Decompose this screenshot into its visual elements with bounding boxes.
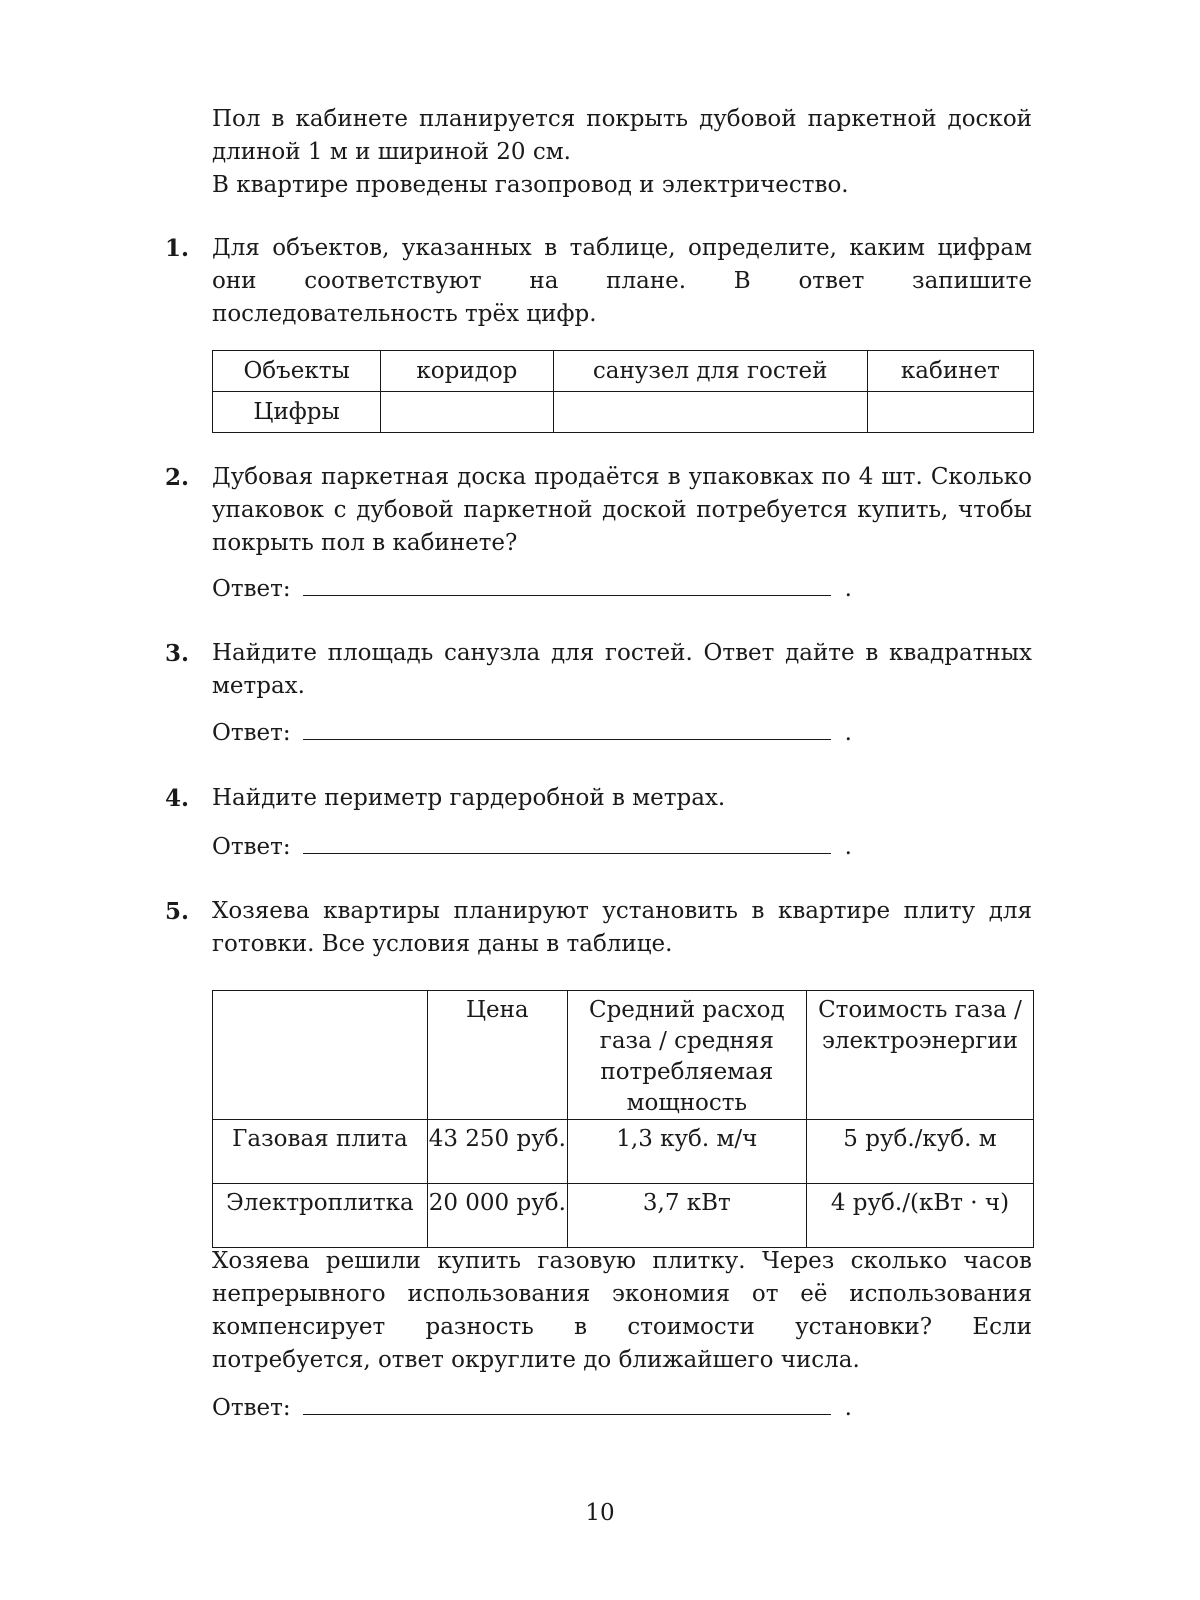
task-1-number: 1. (165, 235, 190, 262)
table-cell: коридор (381, 351, 553, 392)
answer-label: Ответ: (212, 1395, 291, 1421)
task-5-answer (212, 1392, 852, 1425)
task-2-number: 2. (165, 464, 190, 491)
table-cell: 1,3 куб. м/ч (567, 1120, 806, 1184)
answer-dot: . (844, 834, 852, 860)
answer-label: Ответ: (212, 576, 291, 602)
table-header-price: Цена (427, 991, 567, 1120)
table-cell: кабинет (867, 351, 1033, 392)
task-2-text: Дубовая паркетная доска продаётся в упаковках по 4 шт. Сколько упаковок с дубовой паркетной доской потребуется купить, чтобы покрыть пол в кабинете? (212, 464, 1032, 556)
task-1-text: Для объектов, указанных в таблице, определите, каким цифрам они соответствуют на плане. В ответ запишите последовательность трёх цифр. (212, 235, 1032, 327)
intro-paragraph-flooring: Пол в кабинете планируется покрыть дубовой паркетной доской длиной 1 м и шириной 20 см. (212, 106, 1032, 165)
table-row (213, 991, 1034, 1120)
table-header-energy-cost: Стоимость газа / электроэнергии (806, 991, 1033, 1120)
table-cell: 3,7 кВт (567, 1184, 806, 1248)
table-row (213, 392, 1034, 433)
task-5-number: 5. (165, 898, 190, 925)
table-header-consumption: Средний расход газа / средняя потребляемая мощность (567, 991, 806, 1120)
task-4-text: Найдите периметр гардеробной в метрах. (212, 785, 726, 811)
table-cell: 43 250 руб. (427, 1120, 567, 1184)
intro-paragraph-utilities: В квартире проведены газопровод и электричество. (212, 172, 849, 198)
table-cell (213, 991, 428, 1120)
task-4-answer-field[interactable] (303, 833, 831, 854)
table-row (213, 351, 1034, 392)
answer-cell-office[interactable] (867, 392, 1033, 433)
task-4-answer (212, 831, 852, 864)
answer-cell-guest-bathroom[interactable] (553, 392, 867, 433)
task-2-answer-field[interactable] (303, 575, 831, 596)
answer-cell-corridor[interactable] (381, 392, 553, 433)
task-5-table (212, 990, 1034, 1248)
table-cell: 5 руб./куб. м (806, 1120, 1033, 1184)
task-1-table (212, 350, 1034, 433)
task-2-answer (212, 573, 852, 606)
task-3-answer (212, 717, 852, 750)
answer-dot: . (844, 1395, 852, 1421)
task-5-text: Хозяева квартиры планируют установить в квартире плиту для готовки. Все условия даны в таблице. (212, 898, 1032, 957)
table-cell: Объекты (213, 351, 381, 392)
table-cell: санузел для гостей (553, 351, 867, 392)
task-4-number: 4. (165, 785, 190, 812)
task-5-answer-field[interactable] (303, 1394, 831, 1415)
table-cell: 4 руб./(кВт · ч) (806, 1184, 1033, 1248)
table-cell: Электроплитка (213, 1184, 428, 1248)
table-cell: Газовая плита (213, 1120, 428, 1184)
task-5-followup: Хозяева решили купить газовую плитку. Через сколько часов непрерывного использования экономия от её использования компенсирует разность в стоимости установки? Если потребуется, ответ округлите до ближайшего числа. (212, 1248, 1032, 1373)
answer-dot: . (844, 720, 852, 746)
task-3-answer-field[interactable] (303, 719, 831, 740)
table-row (213, 1120, 1034, 1184)
table-row (213, 1184, 1034, 1248)
task-3-number: 3. (165, 640, 190, 667)
table-cell: Цифры (213, 392, 381, 433)
answer-label: Ответ: (212, 720, 291, 746)
page-number: 10 (585, 1500, 615, 1526)
answer-label: Ответ: (212, 834, 291, 860)
answer-dot: . (844, 576, 852, 602)
task-3-text: Найдите площадь санузла для гостей. Ответ дайте в квадратных метрах. (212, 640, 1032, 699)
table-cell: 20 000 руб. (427, 1184, 567, 1248)
